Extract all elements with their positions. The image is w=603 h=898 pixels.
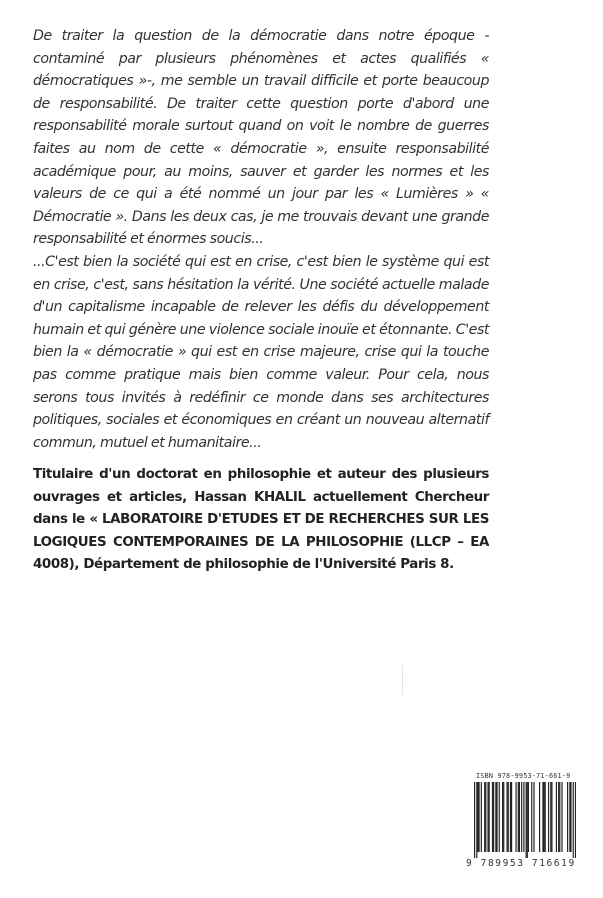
barcode-bar bbox=[474, 782, 475, 858]
barcode-bar bbox=[521, 782, 522, 852]
barcode-bar bbox=[548, 782, 549, 852]
barcode-bar bbox=[523, 782, 524, 852]
barcode-bar bbox=[559, 782, 560, 852]
barcode-bar bbox=[492, 782, 493, 852]
barcode-bar bbox=[489, 782, 490, 852]
isbn-label: ISBN 978-9953-71-661-9 bbox=[476, 772, 571, 780]
barcode-bar bbox=[493, 782, 494, 852]
author-bio: Titulaire d'un doctorat en philosophie et auteur des plusieurs ouvrages et articles, Hassan KHALIL actuellement Chercheur dans le « LABORATOIRE D'ETUDES ET DE RECHERCHES SUR LES LOGIQUES CONTEMPORAINES DE LA PHILOSOPHIE (LLCP – EA 4008), Département de philosophie de l'Université Paris 8. bbox=[33, 467, 489, 572]
barcode-bar bbox=[519, 782, 520, 852]
barcode-bar bbox=[526, 782, 527, 858]
barcode-bar bbox=[487, 782, 488, 852]
barcode-bar bbox=[527, 782, 528, 858]
barcode-bar bbox=[481, 782, 482, 852]
barcode-bar bbox=[476, 782, 477, 858]
barcode-bar bbox=[567, 782, 568, 852]
blurb-paragraph-2: ...C'est bien la société qui est en crise, c'est bien le système qui est en crise, c'est, sans hésitation la vérité. Une société actuelle malade d'un capitalisme incapable de relever les défis du développement humain et qui génère une violence sociale inouïe et étonnante. C'est bien la « démocratie » qui est en crise majeure, crise qui la touche pas comme pratique mais bien comme valeur. Pour cela, nous serons tous invités à redéfinir ce monde dans ses architectures politiques, sociales et économiques en créant un nouveau alternatif commun, mutuel et humanitaire... bbox=[33, 253, 489, 451]
barcode-bar bbox=[485, 782, 486, 852]
barcode-bar bbox=[543, 782, 544, 852]
barcode-bar bbox=[528, 782, 529, 852]
barcode-bar bbox=[478, 782, 479, 852]
barcode-bar bbox=[499, 782, 500, 852]
barcode-bar bbox=[484, 782, 485, 852]
barcode-bar bbox=[477, 782, 478, 852]
barcode-bar bbox=[502, 782, 503, 852]
barcode-digits: 9 789953 716619 bbox=[466, 858, 576, 869]
barcode-bar bbox=[575, 782, 576, 858]
barcode-bar bbox=[561, 782, 562, 852]
barcode-bar bbox=[503, 782, 504, 852]
back-cover-blurb bbox=[33, 25, 489, 454]
barcode-bar bbox=[570, 782, 571, 852]
blurb-paragraph-1: De traiter la question de la démocratie dans notre époque - contaminé par plusieurs phénomènes et actes qualifiés « démocratiques »-, me semble un travail difficile et porte beaucoup de responsabilité. De traiter cette question porte d'abord une responsabilité morale surtout quand on voit le nombre de guerres faites au nom de cette « démocratie », ensuite responsabilité académique pour, au moins, sauver et garder les normes et les valeurs de ce qui a été nommé un jour par les « Lumières » « Démocratie ». Dans les deux cas, je me trouvais devant une grande responsabilité et énormes soucis... bbox=[33, 28, 489, 248]
barcode-bar bbox=[495, 782, 496, 852]
barcode-bar bbox=[515, 782, 516, 852]
barcode-bar bbox=[573, 782, 574, 858]
barcode-bar bbox=[531, 782, 532, 852]
barcode-bar bbox=[542, 782, 543, 852]
barcode-bar bbox=[545, 782, 546, 852]
barcode-bar bbox=[533, 782, 534, 852]
barcode-bar bbox=[496, 782, 497, 852]
scan-mark bbox=[402, 665, 403, 695]
barcode-bar bbox=[511, 782, 512, 852]
barcode-bar bbox=[551, 782, 552, 852]
barcode-bar bbox=[507, 782, 508, 852]
barcode-bar bbox=[518, 782, 519, 852]
barcode-bar bbox=[510, 782, 511, 852]
barcode-bar bbox=[558, 782, 559, 852]
barcode bbox=[474, 782, 576, 858]
barcode-bar bbox=[550, 782, 551, 852]
barcode-bar bbox=[508, 782, 509, 852]
barcode-bar bbox=[539, 782, 540, 852]
barcode-bar bbox=[569, 782, 570, 852]
barcode-bar bbox=[556, 782, 557, 852]
